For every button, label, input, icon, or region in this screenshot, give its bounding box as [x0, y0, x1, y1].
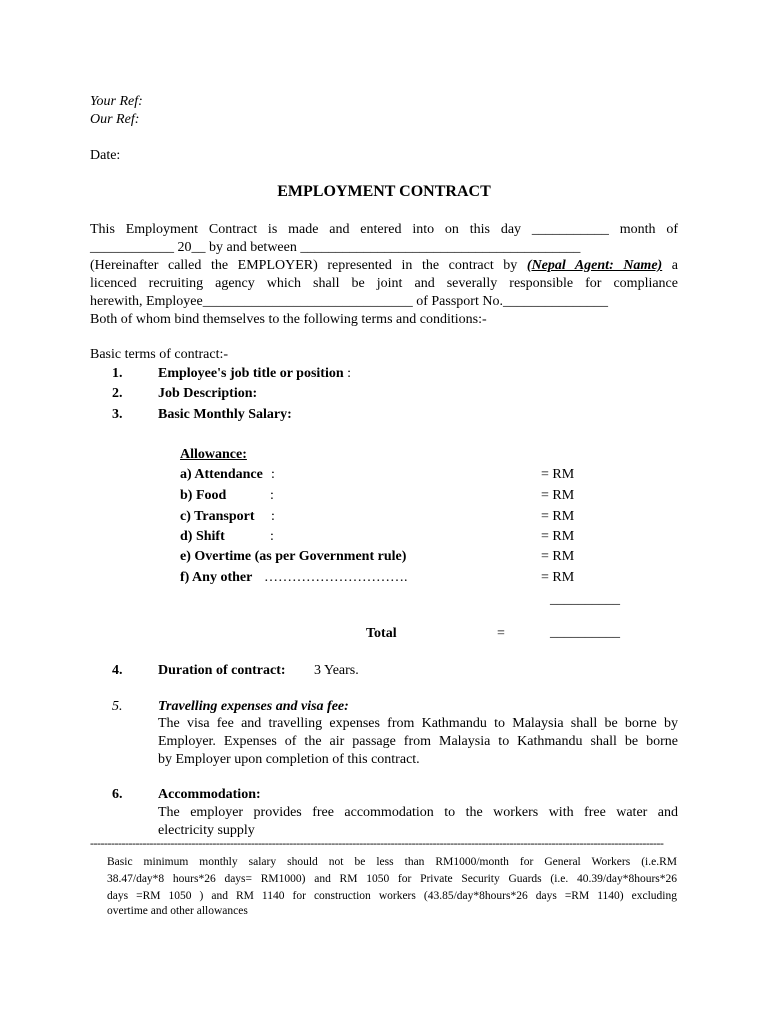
allowance-attendance-colon: : [271, 467, 275, 482]
allowance-overtime-label: e) Overtime (as per Government rule) [180, 549, 407, 564]
allowance-other-label: f) Any other [180, 570, 253, 585]
footnote-line-3: days =RM 1050 ) and RM 1140 for construction workers (43.85/day*8hours*26 days =RM 1140) excluding [107, 890, 677, 902]
job-title-label: Employee's job title or position [158, 366, 344, 381]
allowance-shift-value: = RM [541, 529, 575, 544]
allowance-transport-colon: : [271, 509, 275, 524]
document-title: EMPLOYMENT CONTRACT [277, 183, 491, 200]
allowance-shift-colon: : [270, 529, 274, 544]
intro-line-1: This Employment Contract is made and entered into on this day ___________ month of [90, 222, 678, 237]
basic-salary-label: Basic Monthly Salary: [158, 407, 292, 422]
travelling-line-3: by Employer upon completion of this contract. [158, 752, 420, 767]
allowance-other-dots: …………………………. [264, 570, 408, 585]
item-1-number: 1. [112, 366, 123, 381]
intro-line-6: Both of whom bind themselves to the following terms and conditions:- [90, 312, 487, 327]
footnote-line-4: overtime and other allowances [107, 905, 248, 917]
item-5-number: 5. [112, 699, 123, 714]
intro-line-3-end: a [671, 258, 679, 273]
footnote-line-1: Basic minimum monthly salary should not be less than RM1000/month for General Workers (i.e.RM [107, 856, 677, 868]
total-equals: = [497, 626, 505, 641]
your-ref: Your Ref: [90, 94, 143, 109]
allowance-subtotal-line: __________ [550, 592, 620, 607]
intro-line-3 [90, 257, 678, 275]
allowance-food-colon: : [270, 488, 274, 503]
travelling-line-2: Employer. Expenses of the air passage from Malaysia to Kathmandu shall be borne [158, 734, 678, 749]
date-label: Date: [90, 148, 121, 163]
duration-label: Duration of contract: [158, 663, 286, 678]
our-ref: Our Ref: [90, 112, 140, 127]
total-label: Total [366, 626, 397, 641]
allowance-other-value: = RM [541, 570, 575, 585]
intro-line-3-text: (Hereinafter called the EMPLOYER) represented in the contract by [90, 258, 518, 273]
item-4-number: 4. [112, 663, 123, 678]
allowance-heading: Allowance: [180, 447, 247, 462]
footnote-separator: -------------------------------------------------------------------------------------------------------------------------------------------------------------------- [90, 838, 664, 848]
accommodation-line-1: The employer provides free accommodation to the workers with free water and [158, 805, 678, 820]
allowance-transport-label: c) Transport [180, 509, 255, 524]
intro-line-4: licenced recruiting agency which shall be joint and severally responsible for compliance [90, 276, 678, 291]
travelling-line-1: The visa fee and travelling expenses from Kathmandu to Malaysia shall be borne by [158, 716, 678, 731]
accommodation-line-2: electricity supply [158, 823, 255, 838]
allowance-overtime-value: = RM [541, 549, 575, 564]
travelling-expenses-label: Travelling expenses and visa fee: [158, 699, 349, 714]
allowance-attendance-value: = RM [541, 467, 575, 482]
item-3-number: 3. [112, 407, 123, 422]
job-description-label: Job Description: [158, 386, 258, 401]
intro-line-2: ____________ 20__ by and between ________________________________________ [90, 240, 581, 255]
allowance-food-value: = RM [541, 488, 575, 503]
allowance-food-label: b) Food [180, 488, 227, 503]
intro-line-5: herewith, Employee______________________________ of Passport No._______________ [90, 294, 608, 309]
nepal-agent-name: (Nepal Agent: Name) [526, 258, 663, 273]
item-2-number: 2. [112, 386, 123, 401]
basic-terms-heading: Basic terms of contract:- [90, 347, 229, 362]
allowance-shift-label: d) Shift [180, 529, 225, 544]
accommodation-label: Accommodation: [158, 787, 261, 802]
item-6-number: 6. [112, 787, 123, 802]
job-title-colon: : [343, 366, 352, 381]
item-1-label [158, 365, 351, 383]
allowance-attendance-label: a) Attendance [180, 467, 263, 482]
footnote-line-2: 38.47/day*8 hours*26 days= RM1000) and RM 1050 for Private Security Guards (i.e. 40.39/day*8hours*26 [107, 873, 677, 885]
duration-value: 3 Years. [314, 663, 359, 678]
total-line: __________ [550, 625, 620, 640]
allowance-transport-value: = RM [541, 509, 575, 524]
